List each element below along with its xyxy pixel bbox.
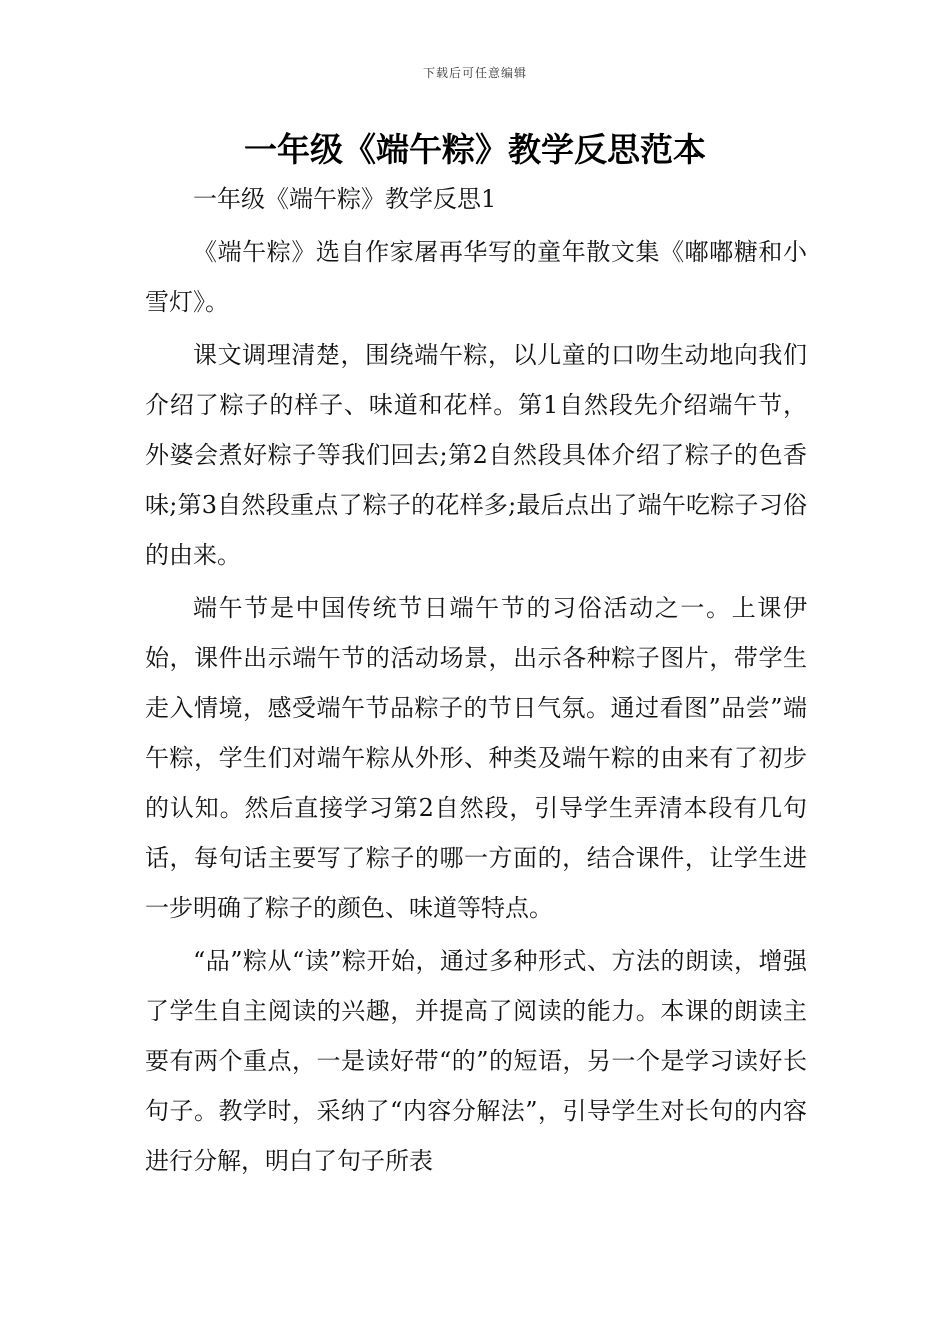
paragraph-2: 课文调理清楚，围绕端午粽，以儿童的口吻生动地向我们介绍了粽子的样子、味道和花样。第1自然段先介绍端午节，外婆会煮好粽子等我们回去;第2自然段具体介绍了粽子的色香味;第3自然段重点了粽子的花样多;最后点出了端午吃粽子习俗的由来。	[145, 341, 807, 569]
section-heading: 一年级《端午粽》教学反思1	[193, 185, 497, 213]
paragraph-1: 《端午粽》选自作家屠再华写的童年散文集《嘟嘟糖和小雪灯》。	[145, 238, 807, 316]
paragraph-4: “品”粽从“读”粽开始，通过多种形式、方法的朗读，增强了学生自主阅读的兴趣，并提高了阅读的能力。本课的朗读主要有两个重点，一是读好带“的”的短语，另一个是学习读好长句子。教学时，采纳了“内容分解法”，引导学生对长句的内容进行分解，明白了句子所表	[145, 947, 807, 1175]
paragraph-3: 端午节是中国传统节日端午节的习俗活动之一。上课伊始，课件出示端午节的活动场景，出示各种粽子图片，带学生走入情境，感受端午节品粽子的节日气氛。通过看图”品尝”端午粽，学生们对端午粽从外形、种类及端午粽的由来有了初步的认知。然后直接学习第2自然段，引导学生弄清本段有几句话，每句话主要写了粽子的哪一方面的，结合课件，让学生进一步明确了粽子的颜色、味道等特点。	[145, 594, 807, 922]
document-body	[145, 174, 807, 1186]
header-note: 下载后可任意编辑	[422, 66, 527, 80]
page-title: 一年级《端午粽》教学反思范本	[244, 130, 706, 169]
